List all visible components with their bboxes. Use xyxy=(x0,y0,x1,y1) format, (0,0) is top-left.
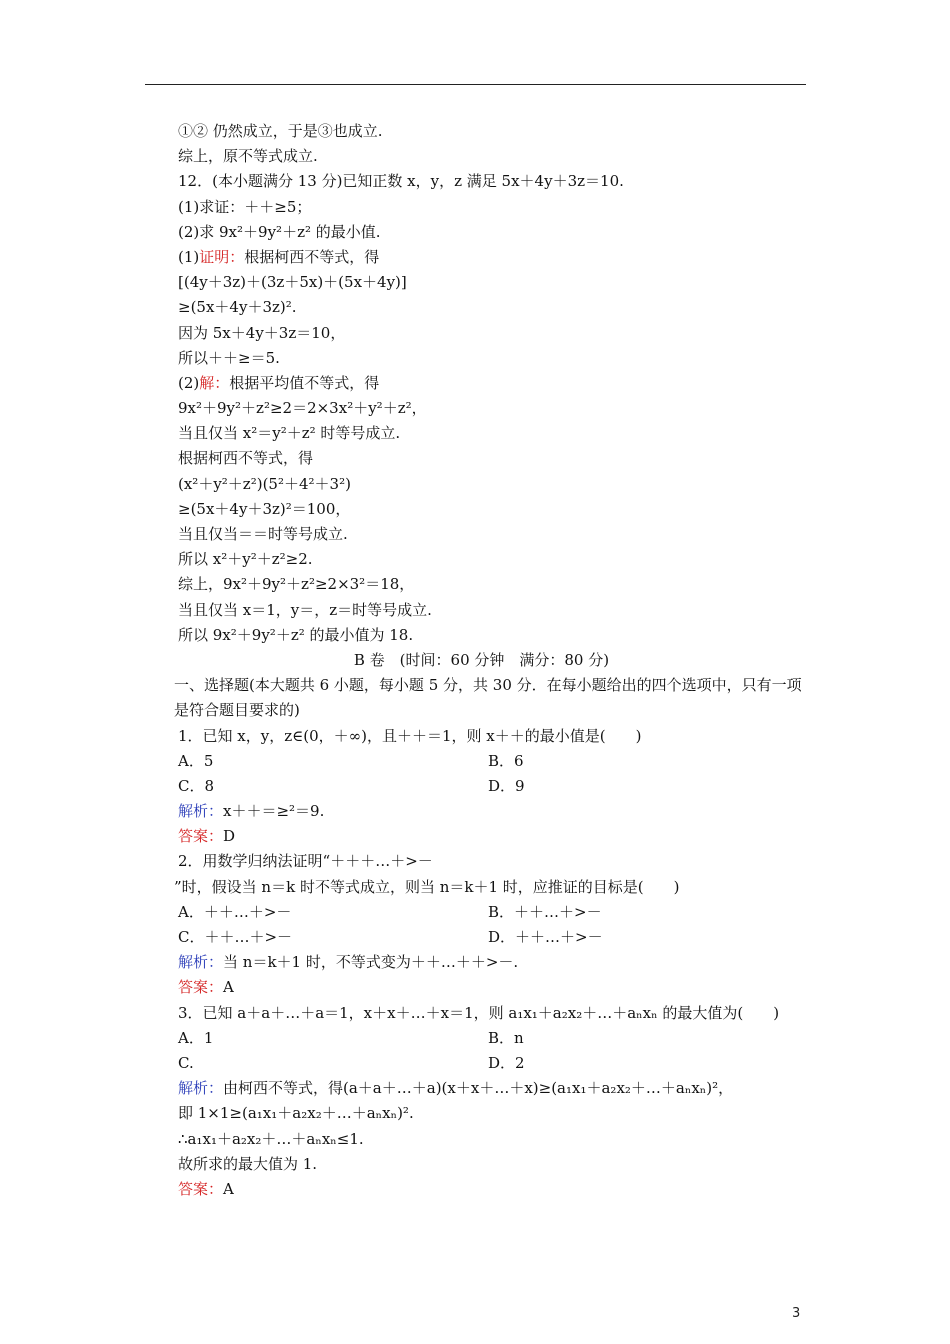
text-line: 综上，9x²＋9y²＋z²≥2×3²＝18， xyxy=(178,575,415,594)
text-line: 当且仅当 x＝1，y＝，z＝时等号成立. xyxy=(178,600,432,619)
analysis-line xyxy=(178,1076,818,1101)
text-line: ≥(5x＋4y＋3z)². xyxy=(178,298,297,317)
text-line: 9x²＋9y²＋z²≥2＝2×3x²＋y²＋z²， xyxy=(178,399,427,418)
text-line: ≥(5x＋4y＋3z)²＝100， xyxy=(178,499,351,518)
question-2: 2．用数学归纳法证明“＋＋＋…＋>－ xyxy=(178,852,433,871)
text-line: 所以＋＋≥＝5. xyxy=(178,348,280,367)
option-b: B．6 xyxy=(488,751,524,770)
text-line: ①② 仍然成立，于是③也成立. xyxy=(178,122,383,140)
proof-line xyxy=(178,245,818,270)
text-line: 故所求的最大值为 1. xyxy=(178,1154,318,1173)
text-span: 当 n＝k＋1 时，不等式变为＋＋…＋＋>－. xyxy=(223,953,519,972)
answer-value: A xyxy=(223,1179,234,1198)
answer-value: A xyxy=(223,978,234,997)
analysis-line xyxy=(178,799,818,824)
option-d: D．9 xyxy=(488,776,525,795)
option-c: C．8 xyxy=(178,776,215,795)
options-row xyxy=(178,1026,818,1051)
analysis-label: 解析： xyxy=(178,802,224,821)
text-line: 当且仅当 x²＝y²＋z² 时等号成立. xyxy=(178,424,401,443)
question-1: 1．已知 x，y，z∈(0，＋∞)，且＋＋＝1，则 x＋＋的最小值是( ) xyxy=(178,726,642,745)
answer-label: 答案： xyxy=(178,1179,224,1198)
header-rule xyxy=(145,84,806,85)
question-3: 3．已知 a＋a＋…＋a＝1，x＋x＋…＋x＝1，则 a₁x₁＋a₂x₂＋…＋aₙxₙ 的最大值为( ) xyxy=(178,1003,780,1022)
options-row xyxy=(178,1051,818,1076)
answer-line xyxy=(178,824,818,849)
option-b: B．＋＋…＋>－ xyxy=(488,902,602,921)
text-line: 因为 5x＋4y＋3z＝10， xyxy=(178,323,346,342)
text-line: 所以 9x²＋9y²＋z² 的最小值为 18. xyxy=(178,625,414,644)
option-a: A．1 xyxy=(178,1028,214,1047)
option-a: A．5 xyxy=(178,751,214,770)
option-c: C．＋＋…＋>－ xyxy=(178,928,293,947)
part-label: (2) xyxy=(178,373,200,392)
section-instructions: 一、选择题(本大题共 6 小题，每小题 5 分，共 30 分．在每小题给出的四个选项中，只有一项是符合题目要求的) xyxy=(174,676,802,720)
answer-label: 答案： xyxy=(178,978,224,997)
text-line: 当且仅当＝＝时等号成立. xyxy=(178,525,348,543)
text-line: 所以 x²＋y²＋z²≥2. xyxy=(178,550,313,569)
answer-label: 答案： xyxy=(178,827,224,846)
text-span: 根据柯西不等式，得 xyxy=(244,247,380,266)
page-number: 3 xyxy=(792,1306,801,1321)
text-line: [(4y＋3z)＋(3z＋5x)＋(5x＋4y)] xyxy=(178,273,407,292)
analysis-label: 解析： xyxy=(178,1079,224,1098)
text-line: ”时，假设当 n＝k 时不等式成立，则当 n＝k＋1 时，应推证的目标是( ) xyxy=(174,877,680,896)
solution-label: 解： xyxy=(199,373,230,392)
option-c: C. xyxy=(178,1053,194,1072)
option-b: B．n xyxy=(488,1028,524,1047)
part-label: (1) xyxy=(178,247,200,266)
proof-label: 证明： xyxy=(199,247,245,266)
options-row xyxy=(178,774,818,799)
text-line: (1)求证：＋＋≥5； xyxy=(178,197,312,216)
text-span: 根据平均值不等式，得 xyxy=(229,373,380,392)
text-line: 即 1×1≥(a₁x₁＋a₂x₂＋…＋aₙxₙ)². xyxy=(178,1104,414,1123)
option-a: A．＋＋…＋>－ xyxy=(178,902,292,921)
problem-12-heading: 12．(本小题满分 13 分)已知正数 x，y，z 满足 5x＋4y＋3z＝10. xyxy=(178,172,624,191)
options-row xyxy=(178,900,818,925)
options-row xyxy=(178,749,818,774)
answer-line xyxy=(178,1177,818,1202)
text-line: 根据柯西不等式，得 xyxy=(178,449,314,468)
option-d: D．＋＋…＋>－ xyxy=(488,928,603,947)
text-span: 由柯西不等式，得(a＋a＋…＋a)(x＋x＋…＋x)≥(a₁x₁＋a₂x₂＋…＋aₙxₙ)²， xyxy=(223,1079,734,1098)
text-line: 综上，原不等式成立. xyxy=(178,147,318,166)
text-line: (x²＋y²＋z²)(5²＋4²＋3²) xyxy=(178,474,351,493)
analysis-label: 解析： xyxy=(178,953,224,972)
text-span: x＋＋＝≥²＝9. xyxy=(223,802,325,821)
answer-line xyxy=(178,975,818,1000)
analysis-line xyxy=(178,950,818,975)
solution-line xyxy=(178,371,818,396)
page-content xyxy=(174,119,818,1202)
text-line: (2)求 9x²＋9y²＋z² 的最小值. xyxy=(178,222,381,241)
option-d: D．2 xyxy=(488,1053,525,1072)
answer-value: D xyxy=(223,827,236,846)
section-title: B 卷 (时间：60 分钟 满分：80 分) xyxy=(353,650,610,669)
text-line: ∴a₁x₁＋a₂x₂＋…＋aₙxₙ≤1. xyxy=(178,1129,364,1148)
options-row xyxy=(178,925,818,950)
